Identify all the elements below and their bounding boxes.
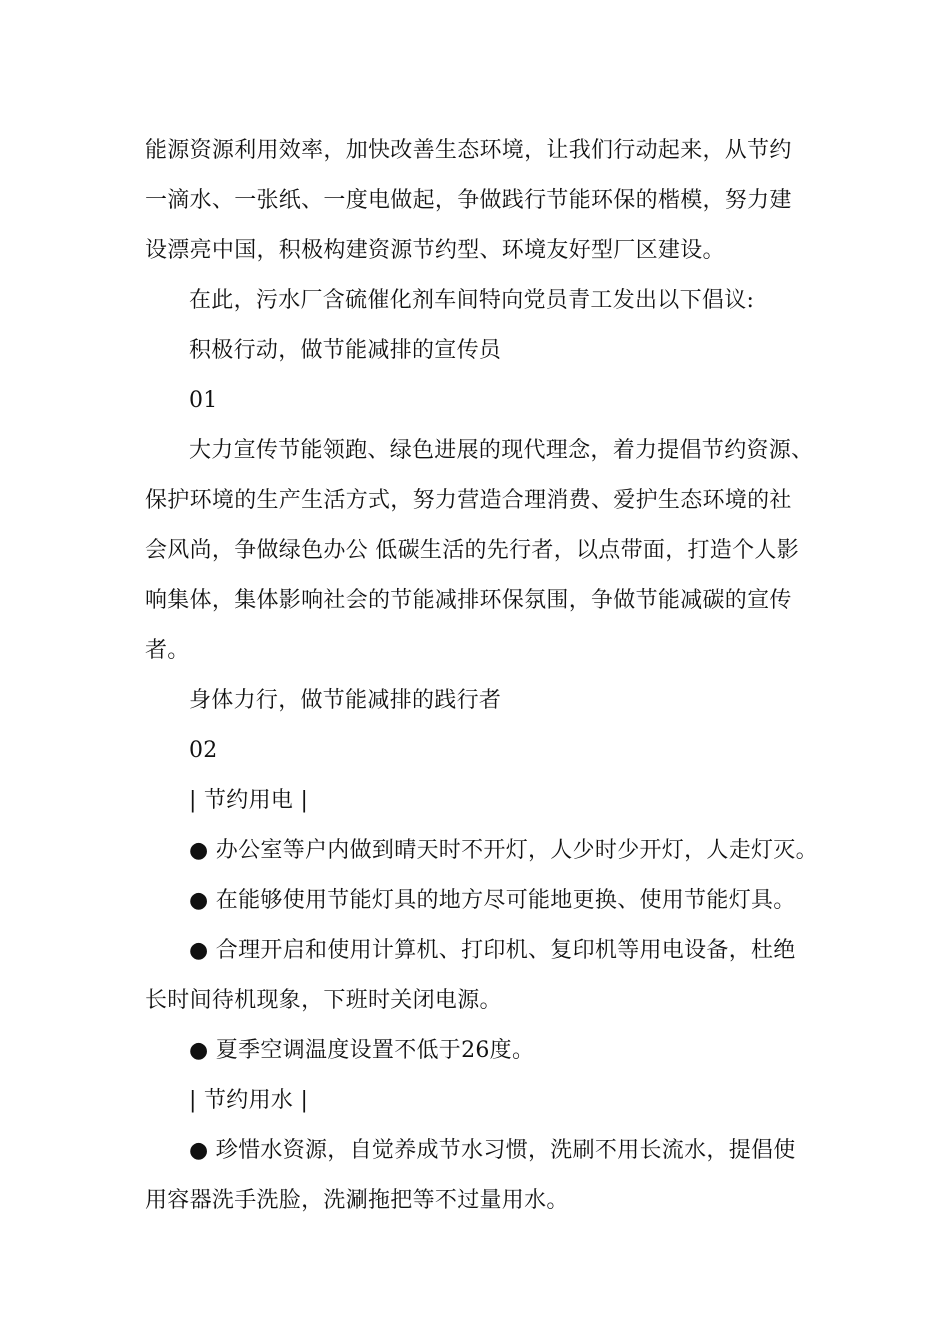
paragraph-line: 会风尚，争做绿色办公 低碳生活的先行者，以点带面，打造个人影 xyxy=(145,538,799,563)
bullet-item: ● 合理开启和使用计算机、打印机、复印机等用电设备，杜绝 xyxy=(189,938,796,963)
paragraph-line: 者。 xyxy=(145,638,190,663)
paragraph-line: 设漂亮中国，积极构建资源节约型、环境友好型厂区建设。 xyxy=(145,238,725,263)
paragraph-line: 大力宣传节能领跑、绿色进展的现代理念，着力提倡节约资源、 xyxy=(189,438,814,463)
subsection-heading: | 节约用电 | xyxy=(189,788,309,813)
paragraph-line: 能源资源利用效率，加快改善生态环境，让我们行动起来，从节约 xyxy=(145,138,792,163)
paragraph-line: 响集体，集体影响社会的节能减排环保氛围，争做节能减碳的宣传 xyxy=(145,588,792,613)
paragraph-line: 一滴水、一张纸、一度电做起，争做践行节能环保的楷模，努力建 xyxy=(145,188,792,213)
bullet-item: ● 夏季空调温度设置不低于26度。 xyxy=(189,1038,535,1063)
section-heading: 身体力行，做节能减排的践行者 xyxy=(189,688,502,713)
bullet-item-continuation: 长时间待机现象，下班时关闭电源。 xyxy=(145,988,502,1013)
bullet-item: ● 珍惜水资源，自觉养成节水习惯，洗刷不用长流水，提倡使 xyxy=(189,1138,796,1163)
paragraph-line: 保护环境的生产生活方式，努力营造合理消费、爱护生态环境的社 xyxy=(145,488,792,513)
paragraph-line: 在此，污水厂含硫催化剂车间特向党员青工发出以下倡议: xyxy=(189,288,755,313)
bullet-item: ● 办公室等户内做到晴天时不开灯，人少时少开灯，人走灯灭。 xyxy=(189,838,818,863)
bullet-item: ● 在能够使用节能灯具的地方尽可能地更换、使用节能灯具。 xyxy=(189,888,796,913)
section-number: 02 xyxy=(189,738,218,763)
section-heading: 积极行动，做节能减排的宣传员 xyxy=(189,338,502,363)
section-number: 01 xyxy=(189,388,218,413)
subsection-heading: | 节约用水 | xyxy=(189,1088,309,1113)
bullet-item-continuation: 用容器洗手洗脸，洗涮拖把等不过量用水。 xyxy=(145,1188,569,1213)
